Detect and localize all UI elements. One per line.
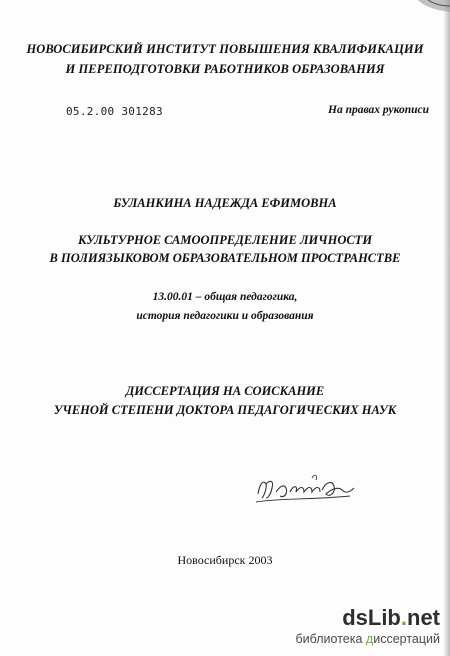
specialty-line-2: история педагогики и образования [136,310,314,322]
watermark-title: dsLib.net [342,605,440,630]
dissertation-title-line-2: В ПОЛИЯЗЫКОВОМ ОБРАЗОВАТЕЛЬНОМ ПРОСТРАНСТВЕ [49,251,401,265]
watermark [296,607,440,647]
registration-number: 05.2.00 301283 [66,105,163,118]
institute-name-line-1: НОВОСИБИРСКИЙ ИНСТИТУТ ПОВЫШЕНИЯ КВАЛИФИКАЦИИ [26,42,424,56]
degree-line-2: УЧЕНОЙ СТЕПЕНИ ДОКТОРА ПЕДАГОГИЧЕСКИХ НАУК [53,403,397,417]
dissertation-title-line-1: КУЛЬТУРНОЕ САМООПРЕДЕЛЕНИЕ ЛИЧНОСТИ [77,233,373,247]
city-and-year: Новосибирск 2003 [177,553,273,567]
specialty-line-1: 13.00.01 – общая педагогика, [152,291,298,303]
institute-name-line-2: И ПЕРЕПОДГОТОВКИ РАБОТНИКОВ ОБРАЗОВАНИЯ [65,62,385,76]
author-name: БУЛАНКИНА НАДЕЖДА ЕФИМОВНА [113,196,337,210]
manuscript-rights-label: На правах рукописи [328,104,430,116]
signature-icon [250,472,360,508]
watermark-subtitle: библиотека диссертаций [295,632,440,646]
scan-corner-mark [414,0,450,30]
degree-line-1: ДИССЕРТАЦИЯ НА СОИСКАНИЕ [125,384,325,398]
